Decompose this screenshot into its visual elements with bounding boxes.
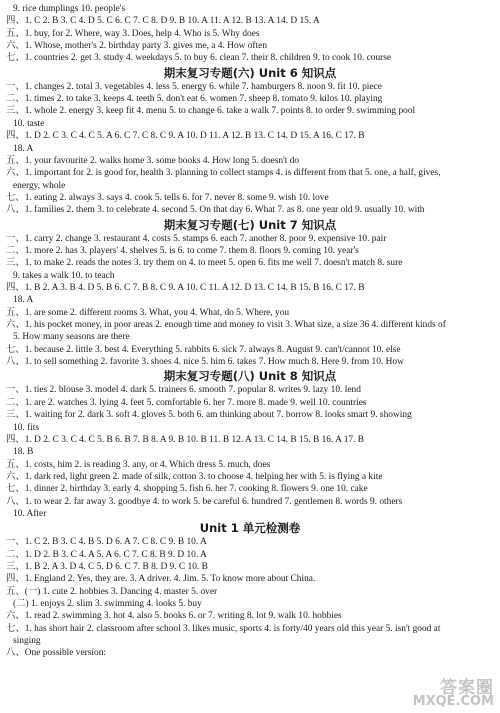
- answer-line: 一、1. changes 2. total 3. vegetables 4. less 5. energy 6. while 7. hamburgers 8. noon 9. fit 10. piece: [6, 81, 382, 92]
- answer-line: 五、1. buy, for 2. Where, way 3. Does, help 4. Who is 5. Why does: [6, 28, 260, 39]
- section-heading: 期末复习专题(六) Unit 6 知识点: [163, 65, 337, 80]
- answer-line-continued: 9. rice dumplings 10. people's: [13, 4, 126, 14]
- answer-line: 七、1. eating 2. always 3. says 4. cook 5. tells 6. for 7. never 8. some 9. wish 10. love: [6, 192, 329, 203]
- answer-line: 六、1. his pocket money, in poor areas 2. enough time and money to visit 3. What size, a size 36 4. different kinds of: [6, 320, 446, 331]
- answer-line: 六、1. read 2. swimming 3. hot 4. also 5. books 6. or 7. writing 8. lot 9. walk 10. hobbies: [6, 611, 342, 622]
- answer-line: 三、1. to make 2. reads the notes 3. try them on 4. to meet 5. open 6. fits me well 7. doesn't match 8. sure: [6, 258, 403, 269]
- answer-line-continued: 18. A: [13, 143, 34, 154]
- answer-line: 三、1. B 2. A 3. D 4. C 5. D 6. C 7. B 8. D 9. C 10. B: [6, 562, 208, 572]
- answer-line: 三、1. whole 2. energy 3. keep fit 4. menu 5. to change 6. take a walk 7. points 8. to order 9. swimming pool: [6, 106, 416, 117]
- answer-line-continued: (二) 1. enjoys 2. slim 3. swimming 4. looks 5. buy: [13, 599, 202, 610]
- watermark-text-bottom: MXQE.COM: [412, 694, 494, 709]
- answer-line-continued: 9. takes a walk 10. to teach: [13, 270, 115, 281]
- section-heading: 期末复习专题(七) Unit 7 知识点: [163, 217, 337, 232]
- answer-line-continued: 5. How many seasons are there: [13, 332, 130, 343]
- answer-line-continued: 10. After: [13, 508, 47, 519]
- answer-line: 五、1. costs, him 2. is reading 3. any, or 4. Which dress 5. much, does: [6, 459, 271, 470]
- answer-line: 七、1. dinner 2. birthday 3. early 4. shopping 5. fish 6. her 7. cooking 8. flowers 9. one 10. cake: [6, 484, 368, 495]
- answer-line: 四、1. England 2. Yes, they are. 3. A driver. 4. Jim. 5. To know more about China.: [6, 574, 316, 585]
- answer-line: 八、1. to sell something 2. favorite 3. shoes 4. nice 5. him 6. takes 7. How much 8. Here 9. from 10. How: [6, 357, 404, 368]
- answer-line: 八、One possible version:: [6, 648, 106, 659]
- answer-line: 八、1. to wear 2. far away 3. goodbye 4. to work 5. be careful 6. hundred 7. gentlemen 8. words 9. others: [6, 496, 403, 507]
- answer-line: 四、1. D 2. C 3. C 4. C 5. B 6. B 7. B 8. A 9. B 10. B 11. B 12. A 13. C 14. B 15. B 16. A 17. B: [6, 434, 365, 445]
- answer-line: 七、1. because 2. little 3. best 4. Everything 5. rabbits 6. sick 7. always 8. August 9. can't/cannot 10. else: [6, 344, 401, 355]
- answer-line-continued: 18. B: [13, 447, 34, 458]
- answer-line-continued: 18. A: [13, 295, 34, 306]
- section-heading: Unit 1 单元检测卷: [199, 521, 301, 536]
- answer-line-continued: singing: [13, 636, 41, 647]
- answer-line: 五、1. your favourite 2. walks home 3. some books 4. How long 5. doesn't do: [6, 155, 300, 166]
- answer-line-continued: 10. taste: [13, 118, 45, 129]
- watermark-logo: [412, 678, 494, 709]
- answer-line: 三、1. waiting for 2. dark 3. soft 4. gloves 5. both 6. am thinking about 7. borrow 8. looks smart 9. showing: [6, 410, 412, 421]
- answer-line: 四、1. D 2. C 3. C 4. C 5. A 6. C 7. C 8. C 9. A 10. D 11. A 12. B 13. C 14. D 15. A 16. C 17. B: [6, 131, 365, 142]
- answer-line: 一、1. carry 2. change 3. restaurant 4. costs 5. stamps 6. each 7. another 8. poor 9. expensive 10. pair: [6, 233, 387, 244]
- answer-line: 二、1. D 2. B 3. C 4. A 5. A 6. C 7. C 8. B 9. D 10. A: [6, 549, 207, 560]
- answer-line: 四、1. B 2. A 3. B 4. D 5. B 6. C 7. B 8. C 9. A 10. C 11. A 12. D 13. C 14. B 15. B 16. C 17. B: [6, 283, 365, 293]
- answer-line: 一、1. C 2. B 3. C 4. B 5. D 6. A 7. C 8. C 9. B 10. A: [6, 537, 207, 548]
- answer-line: 七、1. countries 2. get 3. study 4. weekdays 5. to buy 6. clean 7. their 8. children 9. to cook 10. course: [6, 53, 392, 64]
- answer-line: 一、1. ties 2. blouse 3. model 4. dark 5. trainers 6. smooth 7. popular 8. writes 9. lazy 10. lend: [6, 385, 361, 396]
- answer-line: 五、(一) 1. cute 2. hobbies 3. Dancing 4. master 5. over: [6, 586, 218, 597]
- answer-line: 六、1. dark red, light green 2. made of silk, cotton 3. to choose 4. helping her with 5. is flying a kite: [6, 471, 383, 482]
- answer-line-continued: 10. fits: [13, 422, 40, 433]
- answer-line: 二、1. are 2. watches 3. lying 4. feet 5. comfortable 6. her 7. more 8. made 9. well 10. countries: [6, 397, 367, 408]
- answer-line: 七、1. has short hair 2. classroom after school 3. likes music, sports 4. is forty/40 years old this year 5. isn't good at: [6, 623, 441, 634]
- answer-line-continued: energy, whole: [13, 180, 66, 191]
- answer-line: 六、1. important for 2. is good for, health 3. planning to collect stamps 4. is different from that 5. one, a half, gives,: [6, 168, 441, 179]
- answer-line: 八、1. families 2. them 3. to celebrate 4. second 5. On that day 6. What 7. as 8. one year old 9. usually 10. with: [6, 205, 425, 216]
- answer-line: 二、1. times 2. to take 3. keeps 4. teeth 5. don't eat 6. women 7. sheep 8. tomato 9. kilos 10. playing: [6, 94, 383, 105]
- answer-line: 四、1. C 2. B 3. C 4. D 5. C 6. C 7. C 8. D 9. B 10. A 11. A 12. B 13. A 14. D 15. A: [6, 16, 320, 27]
- answer-line: 二、1. more 2. has 3. players' 4. shelves 5. is 6. to come 7. them 8. floors 9. coming 10. year's: [6, 245, 359, 256]
- section-heading: 期末复习专题(八) Unit 8 知识点: [163, 369, 337, 384]
- answer-line: 五、1. are some 2. different rooms 3. What, you 4. What, do 5. Where, you: [6, 307, 290, 318]
- watermark-text-top: 答案圈: [440, 678, 494, 698]
- answer-line: 六、1. Whose, mother's 2. birthday party 3. gives me, a 4. How often: [6, 41, 268, 52]
